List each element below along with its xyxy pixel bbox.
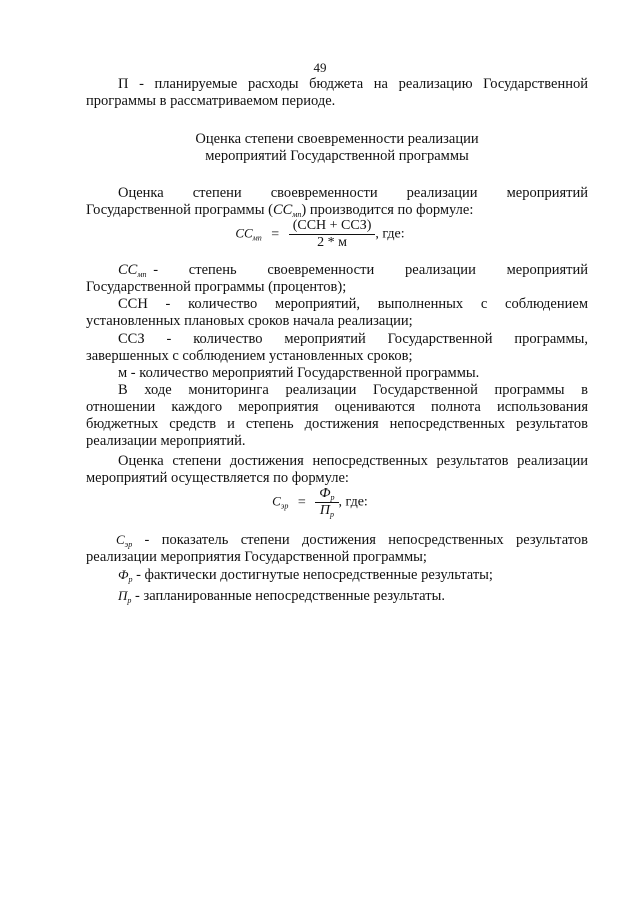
fr-definition: [118, 566, 588, 588]
formula2-fraction: [315, 486, 338, 519]
intro-text-before: Государственной программы (: [86, 202, 273, 218]
ccmp-def-symbol: СС: [118, 262, 138, 278]
formula2-numerator: $Ф_р$: [315, 486, 338, 503]
cer-definition-line-2: реализации мероприятия Государственной программы;: [86, 549, 427, 565]
pr-definition: [118, 587, 588, 609]
ccmp-def-text: - степень своевременности реализации мероприятий: [153, 262, 588, 278]
formula1-denominator: 2 * м: [317, 235, 347, 250]
m-definition: м - количество мероприятий Государственной программы.: [118, 365, 480, 381]
formula1-fraction: [289, 218, 376, 251]
p-definition-paragraph: П - планируемые расходы бюджета на реализацию Государственной программы в рассматриваемом периоде.: [86, 76, 588, 109]
intro-line-1: Оценка степени своевременности реализации мероприятий: [118, 185, 588, 201]
monitoring-line-3: бюджетных средств и степень достижения непосредственных результатов: [86, 416, 588, 432]
ccmp-def-subscript: мп: [137, 270, 147, 279]
fr-symbol: Ф: [118, 567, 129, 582]
formula-timeliness: [0, 218, 640, 251]
ccmp-subscript: мп: [292, 210, 302, 219]
monitoring-line-1: В ходе мониторинга реализации Государственной программы в: [118, 382, 588, 398]
formula2-tail: , где:: [338, 494, 368, 510]
formula2-lhs: С: [272, 493, 281, 509]
fr-subscript: р: [128, 575, 133, 584]
ccn-definition-line-2: установленных плановых сроков начала реализации;: [86, 313, 413, 329]
cer-def-text: - показатель степени достижения непосредственных результатов: [144, 532, 588, 548]
ccz-definition-line-2: завершенных с соблюдением установленных сроков;: [86, 348, 413, 364]
pr-def-text: - запланированные непосредственные результаты.: [135, 588, 445, 604]
formula1-tail: , где:: [375, 226, 405, 242]
page-number: 49: [313, 60, 327, 75]
cer-subscript: эр: [124, 540, 133, 549]
pr-subscript: р: [127, 596, 132, 605]
pr-symbol: П: [118, 588, 128, 603]
formula2-lhs-sub: эр: [280, 501, 289, 511]
ccmp-symbol: СС: [272, 202, 293, 218]
heading-line-2: мероприятий Государственной программы: [205, 148, 469, 164]
formula1-lhs-sub: мп: [252, 233, 262, 243]
monitoring-line-4: реализации мероприятий.: [86, 433, 246, 449]
ccmp-definition-line-2: Государственной программы (процентов);: [86, 279, 347, 295]
heading-line-1: Оценка степени своевременности реализации: [195, 131, 479, 147]
ccn-definition-line-1: ССН - количество мероприятий, выполненных с соблюдением: [118, 296, 588, 312]
formula2-denominator: $П_р$: [319, 503, 334, 519]
assessment-line-1: Оценка степени достижения непосредственных результатов реализации: [118, 453, 588, 469]
formula2-eq: =: [297, 494, 306, 510]
ccz-definition-line-1: ССЗ - количество мероприятий Государственной программы,: [118, 331, 588, 347]
assessment-line-2: мероприятий осуществляется по формуле:: [86, 470, 349, 486]
cer-symbol: С: [116, 532, 125, 547]
formula-results: [0, 486, 640, 519]
fr-def-text: - фактически достигнутые непосредственные результаты;: [136, 567, 493, 583]
formula1-numerator: (ССН + ССЗ): [289, 218, 376, 235]
formula1-eq: =: [271, 226, 280, 242]
intro-text-after: ) производится по формуле:: [301, 202, 474, 218]
monitoring-line-2: отношении каждого мероприятия оцениваются полнота использования: [86, 399, 588, 415]
formula1-lhs: СС: [235, 225, 253, 241]
